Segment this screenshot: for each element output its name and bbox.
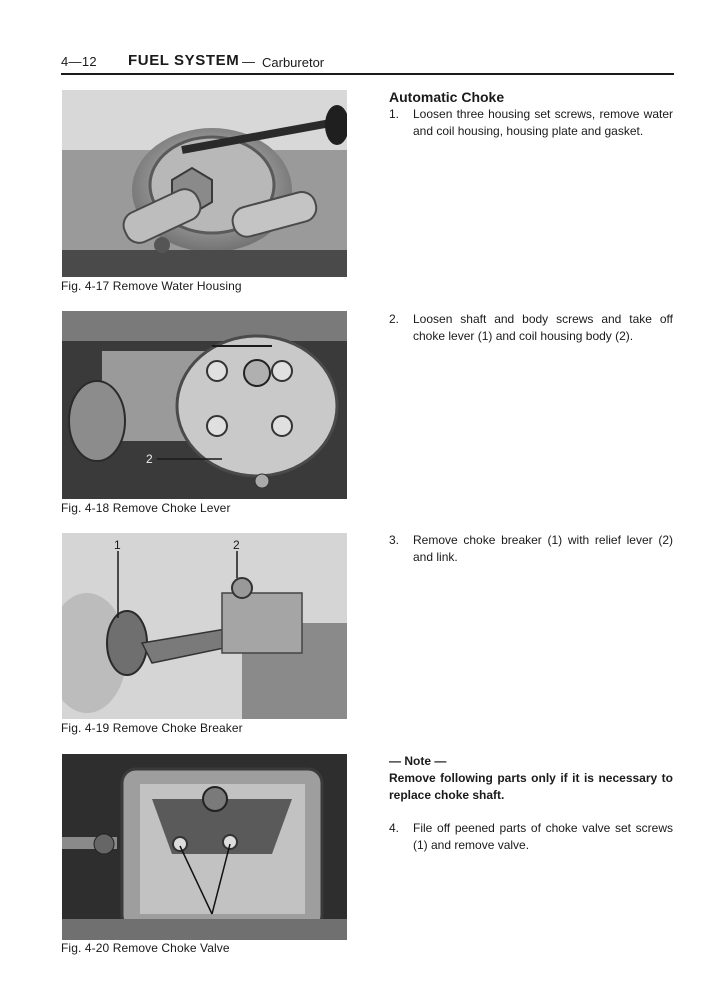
step-3 [389,532,673,566]
section-heading: Automatic Choke [389,89,505,105]
step-2 [389,311,673,345]
figure-4-20-photo [62,754,347,940]
figure-4-19-callout-2: 2 [233,538,240,552]
step-text: Remove choke breaker (1) with relief lever (2) and link. [413,533,673,564]
figure-4-18-photo [62,311,347,499]
figure-4-17-caption: Fig. 4-17 Remove Water Housing [61,279,242,293]
figure-4-18-caption: Fig. 4-18 Remove Choke Lever [61,501,231,515]
header-separator: — [242,54,255,69]
step-text: File off peened parts of choke valve set screws (1) and remove valve. [413,821,673,852]
step-number: 2. [389,312,400,326]
figure-4-19-callout-1: 1 [114,538,121,552]
figure-4-19-photo [62,533,347,719]
note-block [389,753,673,804]
figure-4-20-caption: Fig. 4-20 Remove Choke Valve [61,941,230,955]
subsection-title: Carburetor [262,55,325,70]
note-body: Remove following parts only if it is necessary to replace choke shaft. [389,771,673,802]
step-number: 1. [389,107,400,121]
step-number: 4. [389,821,400,835]
page-number: 4—12 [61,54,97,69]
section-title: FUEL SYSTEM [128,52,240,69]
note-heading: — Note — [389,754,447,768]
step-1 [389,106,673,140]
header-rule [61,73,674,75]
figure-4-17-photo [62,90,347,277]
step-text: Loosen shaft and body screws and take off choke lever (1) and coil housing body (2). [413,312,673,343]
figure-4-19-caption: Fig. 4-19 Remove Choke Breaker [61,721,243,735]
automatic-choke-section [389,89,673,140]
figure-4-18-callout-2: 2 [146,452,153,466]
step-text: Loosen three housing set screws, remove water and coil housing, housing plate and gasket. [413,107,673,138]
step-4 [389,820,673,854]
step-number: 3. [389,533,400,547]
